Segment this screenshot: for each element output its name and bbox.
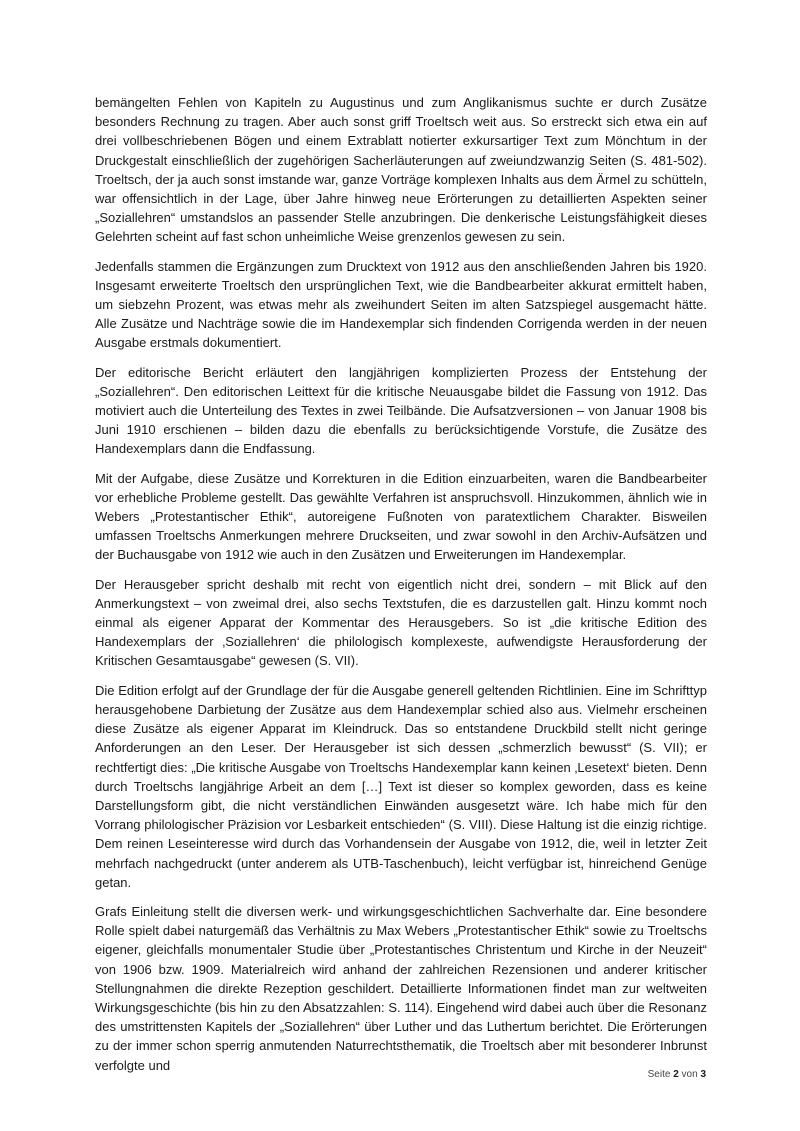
footer-total-pages: 3 [700,1069,706,1080]
footer-current-page: 2 [673,1069,679,1080]
page-footer [648,1069,706,1080]
paragraph: Jedenfalls stammen die Ergänzungen zum Drucktext von 1912 aus den anschließenden Jahren bis 1920. Insgesamt erweiterte Troeltsch den ursprünglichen Text, wie die Bandbearbeiter akkurat ermittelt haben, um siebzehn Prozent, was etwas mehr als zweihundert Seiten im alten Satzspiegel ausgemacht hätte. Alle Zusätze und Nachträge sowie die im Handexemplar sich findenden Corrigenda werden in der neuen Ausgabe erstmals dokumentiert. [95,258,707,351]
paragraph: bemängelten Fehlen von Kapiteln zu Augustinus und zum Anglikanismus suchte er durch Zusätze besonders Rechnung zu tragen. Aber auch sonst griff Troeltsch weit aus. So erstreckt sich etwa ein auf drei vollbeschriebenen Bögen und einem Extrablatt notierter exkursartiger Text zum Mönchtum in der Druckgestalt einschließlich der zugehörigen Sacherläuterungen auf zweiundzwanzig Seiten (S. 481-502). Troeltsch, der ja auch sonst imstande war, ganze Vorträge komplexen Inhalts aus dem Ärmel zu schütteln, war offensichtlich in der Lage, über Jahre hinweg neue Erörterungen zu detaillierten Aspekten seiner „Soziallehren“ umstandslos an passender Stelle anzubringen. Die denkerische Leistungsfähigkeit dieses Gelehrten scheint auf fast schon unheimliche Weise grenzenlos gewesen zu sein. [95,95,707,245]
footer-separator: von [681,1069,698,1080]
paragraph: Mit der Aufgabe, diese Zusätze und Korrekturen in die Edition einzuarbeiten, waren die Bandbearbeiter vor erhebliche Probleme gestellt. Das gewählte Verfahren ist anspruchsvoll. Hinzukommen, ähnlich wie in Webers „Protestantischer Ethik“, autoreigene Fußnoten von paratextlichem Charakter. Bisweilen umfassen Troeltschs Anmerkungen mehrere Druckseiten, und zwar sowohl in den Archiv-Aufsätzen und der Buchausgabe von 1912 wie auch in den Zusätzen und Erweiterungen im Handexemplar. [95,470,707,563]
footer-page-prefix: Seite [647,1069,671,1080]
paragraph: Der Herausgeber spricht deshalb mit recht von eigentlich nicht drei, sondern – mit Blick auf den Anmerkungstext – von zweimal drei, also sechs Textstufen, die es darzustellen galt. Hinzu kommt noch einmal als eigener Apparat der Kommentar des Herausgebers. So ist „die kritische Edition des Handexemplars der ‚Soziallehren‘ die philologisch komplexeste, aufwendigste Herausforderung der Kritischen Gesamtausgabe“ gewesen (S. VII). [95,576,707,669]
paragraph: Die Edition erfolgt auf der Grundlage der für die Ausgabe generell geltenden Richtlinien. Eine im Schrifttyp herausgehobene Darbietung der Zusätze aus dem Handexemplar schied also aus. Vielmehr erscheinen diese Zusätze als eigener Apparat im Kleindruck. Das so entstandene Druckbild stellt nicht geringe Anforderungen an den Leser. Der Herausgeber ist sich dessen „schmerzlich bewusst“ (S. VII); er rechtfertigt dies: „Die kritische Ausgabe von Troeltschs Handexemplar kann keinen ‚Lesetext‘ bieten. Denn durch Troeltschs langjährige Arbeit an dem […] Text ist dieser so komplex geworden, dass es keine Darstellungsform gibt, die nicht verständlichen Einwänden ausgesetzt wäre. Ich habe mich für den Vorrang philologischer Präzision vor Lesbarkeit entschieden“ (S. VIII). Diese Haltung ist die einzig richtige. Dem reinen Leseinteresse wird durch das Vorhandensein der Ausgabe von 1912, die, weil in letzter Zeit mehrfach nachgedruckt (unter anderem als UTB-Taschenbuch), leicht verfügbar ist, hinreichend Genüge getan. [95,682,707,890]
document-body [95,93,707,1085]
paragraph: Grafs Einleitung stellt die diversen werk- und wirkungsgeschichtlichen Sachverhalte dar. Eine besondere Rolle spielt dabei naturgemäß das Verhältnis zu Max Webers „Protestantischer Ethik“ sowie zu Troeltschs eigener, gleichfalls monumentaler Studie über „Protestantisches Christentum und Kirche in der Neuzeit“ von 1906 bzw. 1909. Materialreich wird anhand der zahlreichen Rezensionen und anderer kritischer Stellungnahmen die direkte Rezeption geschildert. Detaillierte Informationen findet man zur weltweiten Wirkungsgeschichte (bis hin zu den Absatzzahlen: S. 114). Eingehend wird dabei auch über die Resonanz des umstrittensten Kapitels der „Soziallehren“ über Luther und das Luthertum berichtet. Die Erörterungen zu der immer schon sperrig anmutenden Naturrechtsthematik, die Troeltsch aber mit besonderer Inbrunst verfolgte und [95,903,707,1073]
paragraph: Der editorische Bericht erläutert den langjährigen komplizierten Prozess der Entstehung der „Soziallehren“. Den editorischen Leittext für die kritische Neuausgabe bildet die Fassung von 1912. Das motiviert auch die Unterteilung des Textes in zwei Teilbände. Die Aufsatzversionen – von Januar 1908 bis Juni 1910 erschienen – bilden dazu die ebenfalls zu berücksichtigende Vorstufe, die Zusätze des Handexemplars dann die Endfassung. [95,364,707,457]
